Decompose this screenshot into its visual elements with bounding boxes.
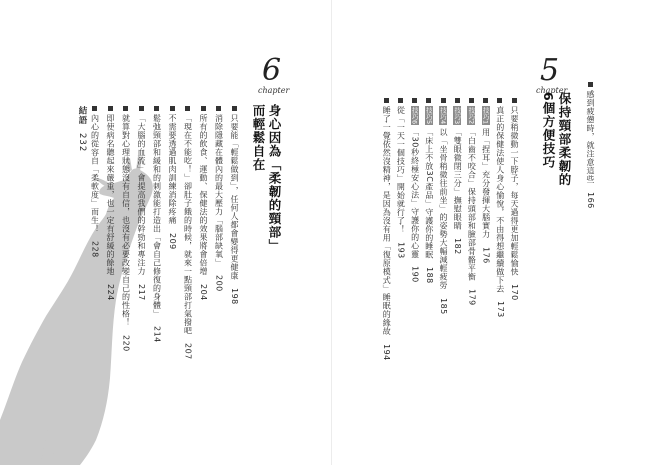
toc-entry-page: 220	[121, 334, 131, 352]
chapter-number: 6	[262, 53, 282, 88]
toc-entry-text: 「現在不能吃！」卻肚子餓的時候，就來一點頸部打氣撥吧	[183, 114, 193, 335]
toc-entry[interactable]	[122, 106, 131, 351]
toc-entry-page: 200	[214, 275, 224, 292]
toc-entry-text: 「白齒不咬合」保持頭部和臉部骨骼平衡	[467, 128, 477, 282]
toc-entry-text: 「雙眼微閉三分」撫慰眼睛	[453, 128, 463, 231]
bullet-icon	[588, 82, 593, 87]
toc-entry-page: 182	[453, 238, 463, 255]
toc-entry-page: 190	[410, 266, 420, 284]
toc-entry-page: 214	[152, 326, 162, 343]
toc-entry-page: 207	[183, 343, 193, 360]
bullet-icon	[426, 98, 431, 103]
toc-entry-text: 消除隱藏在體內的最大壓力「腦部缺氧」	[214, 114, 224, 267]
toc-entry[interactable]	[199, 106, 208, 300]
toc-entry-page: 193	[396, 241, 406, 259]
toc-entry-page: 217	[137, 283, 146, 301]
toc-entry-text: 只要能「輕鬆做到」，任何人都會變得更健康	[230, 114, 239, 280]
chapter-number: 5	[540, 53, 560, 88]
bullet-icon	[123, 106, 128, 111]
toc-entry[interactable]	[411, 98, 420, 283]
chapter-title-line-1: 身心因為「柔韌的頸部」	[267, 104, 282, 253]
toc-entry-text: 不需要透過肌肉訓練消除疼痛	[168, 114, 177, 225]
toc-entry-text: 真正的保健法使人身心愉悅，不由得想繼續做下去	[495, 106, 505, 293]
toc-entry-page: 173	[495, 301, 505, 318]
bullet-icon	[170, 106, 175, 111]
bullet-icon	[108, 106, 113, 111]
bullet-icon	[201, 106, 206, 111]
bullet-icon	[154, 106, 159, 111]
bullet-icon	[216, 106, 221, 111]
tip-badge: 技巧1	[481, 107, 490, 125]
chapter-title-line-1: 保持頸部柔韌的	[557, 92, 572, 187]
toc-entry-page: 166	[586, 191, 595, 209]
toc-entry[interactable]	[168, 106, 177, 249]
conclusion-entry[interactable]	[77, 106, 86, 152]
conclusion-label: 結語	[77, 106, 87, 125]
toc-entry[interactable]	[425, 98, 434, 284]
toc-entry-page: 198	[230, 288, 239, 305]
toc-entry-page: 185	[439, 297, 448, 315]
toc-entry[interactable]	[510, 98, 519, 301]
toc-entry-page: 194	[382, 343, 392, 361]
toc-entry[interactable]	[230, 106, 239, 305]
toc-entry-text: 內心的從容自「柔軟度」而生！	[90, 114, 100, 233]
bullet-icon	[483, 98, 488, 103]
toc-entry[interactable]	[586, 82, 595, 208]
toc-entry-text: 即使病名聽起來嚴重，也一定有舒緩的餘地	[106, 114, 115, 276]
toc-entry-text: 「大腦的血流」會提高我們的幹勁和專注力	[137, 114, 146, 276]
bullet-icon	[232, 106, 237, 111]
toc-entry[interactable]	[453, 98, 462, 255]
toc-entry-text: 「床上不放3C產品」守護你的睡眠	[424, 128, 434, 259]
bullet-icon	[398, 98, 403, 103]
toc-entry-page: 170	[510, 284, 519, 301]
bullet-icon	[469, 98, 474, 103]
toc-entry-page: 204	[199, 283, 208, 301]
toc-entry[interactable]	[91, 106, 100, 258]
toc-entry[interactable]	[137, 106, 146, 300]
page-gutter	[331, 0, 332, 465]
bullet-icon	[185, 106, 190, 111]
toc-entry[interactable]	[439, 98, 448, 314]
bullet-icon	[455, 98, 460, 103]
bullet-icon	[412, 98, 417, 103]
toc-entry-page: 209	[168, 232, 177, 250]
chapter-title-line-2: 而輕鬆自在	[251, 104, 266, 172]
bullet-icon	[512, 98, 517, 103]
bullet-icon	[139, 106, 144, 111]
toc-entry-page: 224	[106, 283, 115, 301]
conclusion-page: 232	[77, 133, 87, 153]
toc-entry-text: 只要稍微動一下脖子，每天過得更加輕鬆愉快	[510, 106, 519, 276]
bullet-icon	[497, 98, 502, 103]
chapter-label: chapter	[536, 86, 568, 95]
toc-entry[interactable]	[496, 98, 505, 318]
toc-entry-text: 鬆弛頸部和緩和的刺激能打造出「會自己修復的身體」	[152, 114, 162, 318]
toc-entry[interactable]	[467, 98, 476, 306]
tip-badge: 技巧2	[467, 107, 476, 125]
tip-badge: 技巧3	[453, 107, 462, 125]
toc-entry-text: 睡了一覺依然沒精神，是因為沒有用「復原模式」睡眠的緣故	[382, 106, 392, 336]
toc-entry-page: 179	[467, 289, 477, 306]
bullet-icon	[384, 98, 389, 103]
toc-entry-text: 用「捏耳」充分發揮大腦實力	[481, 128, 491, 239]
toc-entry[interactable]	[184, 106, 193, 360]
toc-entry-text: 從「一天一個技巧」開始就行了！	[396, 106, 406, 234]
toc-entry[interactable]	[482, 98, 491, 263]
toc-entry-text: 以「坐骨稍微往前坐」的姿勢大幅減輕疲勞	[439, 128, 448, 290]
chapter-title-line-2: 6個方便技巧	[541, 92, 556, 170]
chapter-label: chapter	[258, 86, 290, 95]
toc-entry[interactable]	[153, 106, 162, 343]
toc-entry-page: 188	[424, 266, 434, 284]
toc-entry-text: 感到疲憊時，就注意這些	[586, 90, 595, 184]
toc-entry-text: 「30秒終極安心法」守護你的心靈	[410, 128, 420, 259]
toc-entry-page: 176	[481, 246, 491, 264]
tip-badge: 技巧6	[410, 107, 419, 125]
toc-entry-text: 就算對心理狀態沒有自信，也沒有必要改變自己的性格！	[121, 114, 131, 327]
toc-entry[interactable]	[215, 106, 224, 292]
toc-entry[interactable]	[106, 106, 115, 300]
toc-entry[interactable]	[396, 98, 405, 258]
bullet-icon	[92, 106, 97, 111]
toc-entry-text: 所有的飲食、運動、保健法的效果將會倍增	[199, 114, 208, 276]
toc-entry[interactable]	[382, 98, 391, 360]
tip-badge: 技巧4	[439, 107, 447, 125]
tip-badge: 技巧5	[424, 107, 433, 125]
bullet-icon	[441, 98, 446, 103]
toc-entry-page: 228	[90, 241, 100, 258]
